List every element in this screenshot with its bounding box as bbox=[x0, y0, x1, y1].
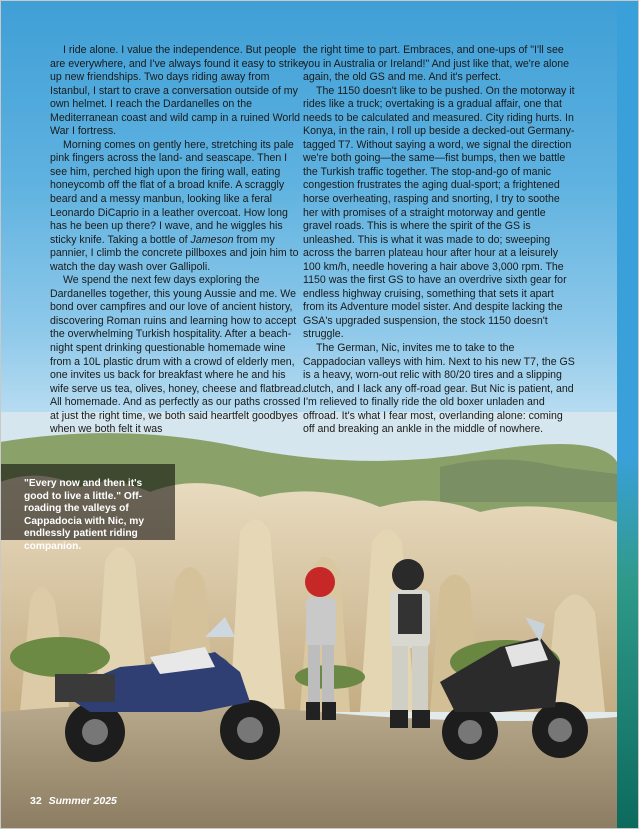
article-column-right bbox=[303, 44, 575, 437]
photo-caption: "Every now and then it's good to live a little." Off-roading the valleys of Cappadocia with Nic, my endlessly patient riding companion. bbox=[0, 464, 175, 540]
issue-label: Summer 2025 bbox=[48, 795, 117, 807]
page-footer bbox=[30, 795, 117, 807]
page-edge-band bbox=[617, 0, 639, 829]
article-text: Morning comes on gently here, stretching its pale pink fingers across the land- and seascape. Then I see him, perched high upon the firing wall, eating honeycomb off the flat of a broad knife. A scraggly beard and a messy manbun, looking like a feral Leonardo DiCaprio in a leather overcoat. How long has he been up there? I wave, and he wiggles his sticky knife. Taking a bottle of bbox=[50, 138, 294, 246]
article-paragraph: The 1150 doesn't like to be pushed. On the motorway it rides like a truck; overtaking is a gradual affair, one that needs to be calculated and measured. City riding hurts. In Konya, in the rain, I roll up beside a decked-out Germany-tagged T7. Without saying a word, we signal the direction we're both going—the same—fist bumps, then we battle the Turkish traffic together. The stop-and-go of manic congestion frustrates the aging dual-sport; a frightened horse overheating, rasping and snorting, I try to soothe her with promises of a straight motorway and gentle gravel roads. This is where the spirit of the GS is unleashed. This is what it was made to do; sweeping across the barren plateau hour after hour at a leisurely 100 km/h, needle hovering a hair above 3,000 rpm. The 1150 was the first GS to have an overdrive sixth gear for endless highway cruising, something that sets it apart from its Adventure model sister. And despite lacking the GSA's upgraded suspension, the stock 1150 doesn't struggle. bbox=[303, 84, 575, 341]
article-text: from my pannier, I climb the concrete pillboxes and join him to watch the day wash over Gallipoli. bbox=[50, 233, 299, 273]
emphasis-text: Jameson bbox=[190, 233, 234, 246]
article-paragraph: The German, Nic, invites me to take to the Cappadocian valleys with him. Next to his new T7, the GS is a heavy, worn-out relic with 80/20 tires and a slipping clutch, and I lack any off-road gear. But Nic is patient, and I'm relieved to finally ride the old boxer unladen and offroad. It's what I fear most, overlanding alone: coming off and breaking an ankle in the middle of nowhere. bbox=[303, 342, 575, 436]
article-paragraph: I ride alone. I value the independence. But people are everywhere, and I've always found it easy to strike up new friendships. Two days riding away from Istanbul, I start to crave a conversation outside of my own helmet. I reach the Dardanelles on the Mediterranean coast and wild camp in a ruined World War I fortress. bbox=[50, 44, 305, 138]
article-paragraph: We spend the next few days exploring the Dardanelles together, this young Aussie and me. We bond over campfires and our love of ancient history, discovering Roman ruins and learning how to accept the overwhelming Turkish hospitality. After a beach-night spent drinking questionable homemade wine from a 10L plastic drum with a crowd of elderly men, one invites us back for breakfast where he and his wife serve us tea, olives, honey, cheese and flatbread. All homemade. And as perfectly as our paths crossed at just the right time, we both said heartfelt goodbyes when we both felt it was bbox=[50, 274, 305, 436]
article-paragraph bbox=[50, 139, 305, 274]
page-number: 32 bbox=[30, 795, 42, 807]
article-column-left bbox=[50, 44, 305, 437]
article-paragraph: the right time to part. Embraces, and one-ups of "I'll see you in Australia or Ireland!" And just like that, we're alone again, the old GS and me. And it's perfect. bbox=[303, 44, 570, 84]
